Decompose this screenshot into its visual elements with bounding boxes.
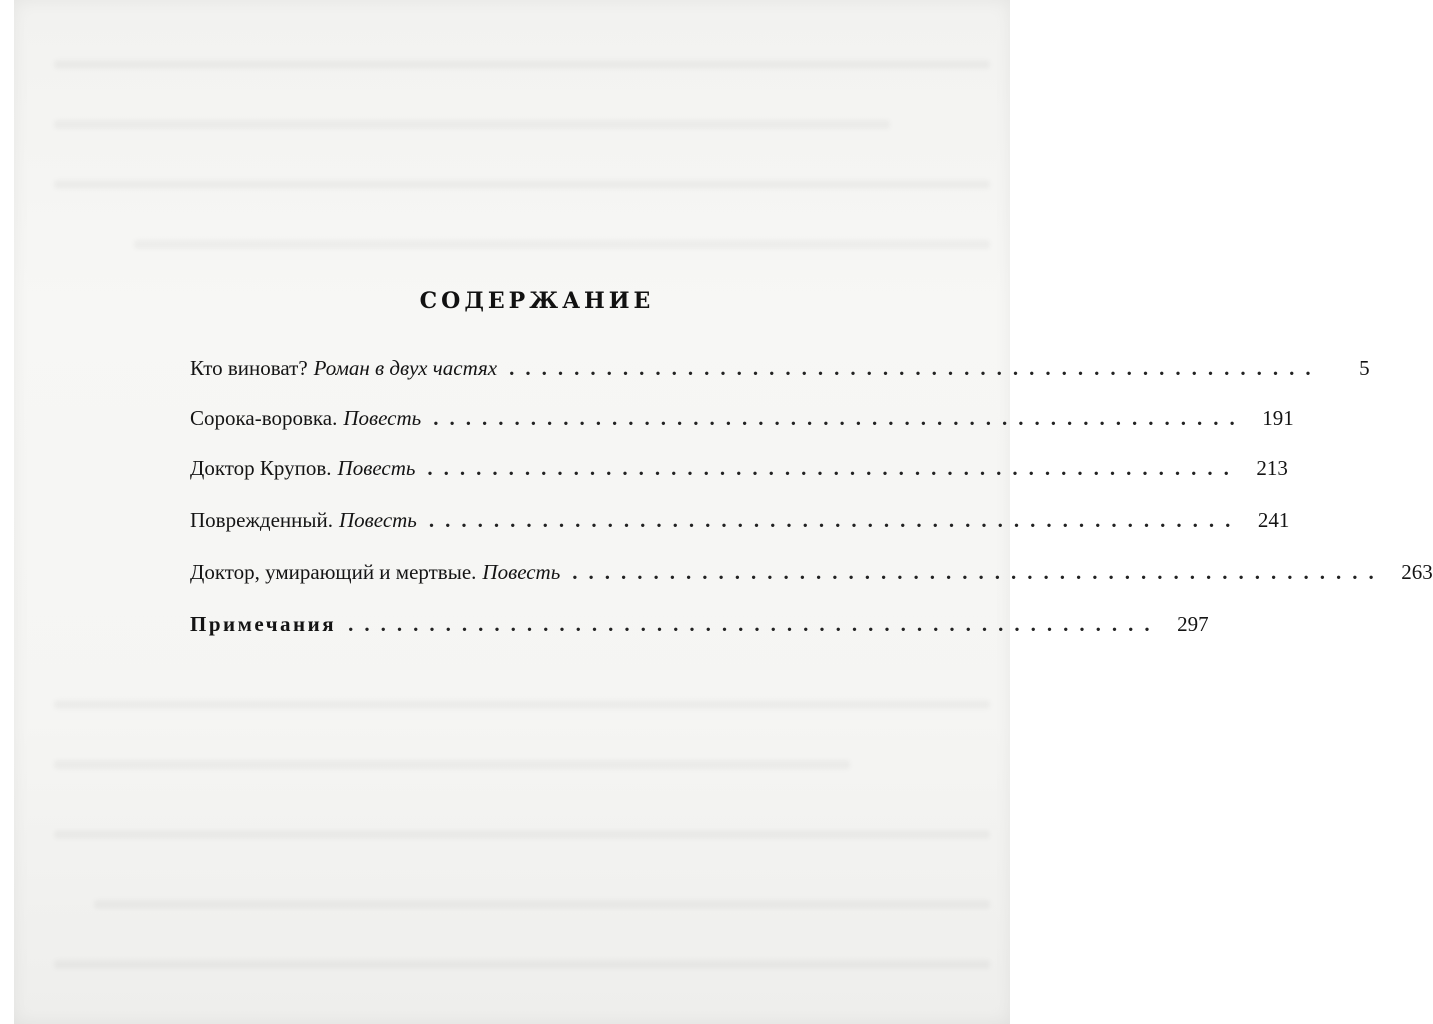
toc-entry[interactable] [190,612,1209,646]
toc-entry-subtitle: Повесть [339,508,417,532]
toc-entry-title: Доктор Крупов. [190,456,332,480]
toc-entry-subtitle: Повесть [482,560,561,584]
dot-leader: .................................................. [427,456,1240,480]
show-through-line [54,830,990,839]
show-through-line [54,60,990,69]
show-through-line [94,900,990,909]
toc-entry-page: 213 [1256,456,1288,480]
toc-entry-subtitle: Повесть [337,456,416,480]
toc-entry[interactable] [190,456,1288,490]
toc-entry[interactable] [190,560,1433,594]
toc-entry-title: Доктор, умирающий и мертвые. [190,560,477,584]
toc-entry-page: 297 [1177,612,1209,636]
show-through-line [54,700,990,709]
toc-entry-page: 191 [1262,406,1294,430]
show-through-line [54,180,990,189]
show-through-line [134,240,990,249]
toc-entry-title: Кто виноват? [190,356,308,380]
toc-entry[interactable] [190,508,1290,542]
toc-entry-subtitle: Повесть [343,406,422,430]
toc-entry[interactable] [190,356,1370,390]
toc-entry-subtitle: Роман в двух частях [313,356,498,380]
toc-entry-page: 5 [1359,356,1370,380]
dot-leader: .................................................. [348,612,1161,636]
toc-entry-page: 241 [1257,508,1290,532]
dot-leader: .................................................. [572,560,1385,584]
show-through-line [54,120,890,129]
dot-leader: .................................................. [509,356,1322,380]
toc-heading: СОДЕРЖАНИЕ [419,288,655,314]
dot-leader: .................................................. [428,508,1242,532]
toc-entry[interactable] [190,406,1294,440]
toc-entry-title: Примечания [190,612,337,636]
toc-entry-title: Поврежденный. [190,508,333,532]
show-through-line [54,960,990,969]
toc-entry-title: Сорока-воровка. [190,406,338,430]
dot-leader: .................................................. [433,406,1246,430]
toc-entry-page: 263 [1401,560,1433,584]
show-through-line [54,760,850,769]
